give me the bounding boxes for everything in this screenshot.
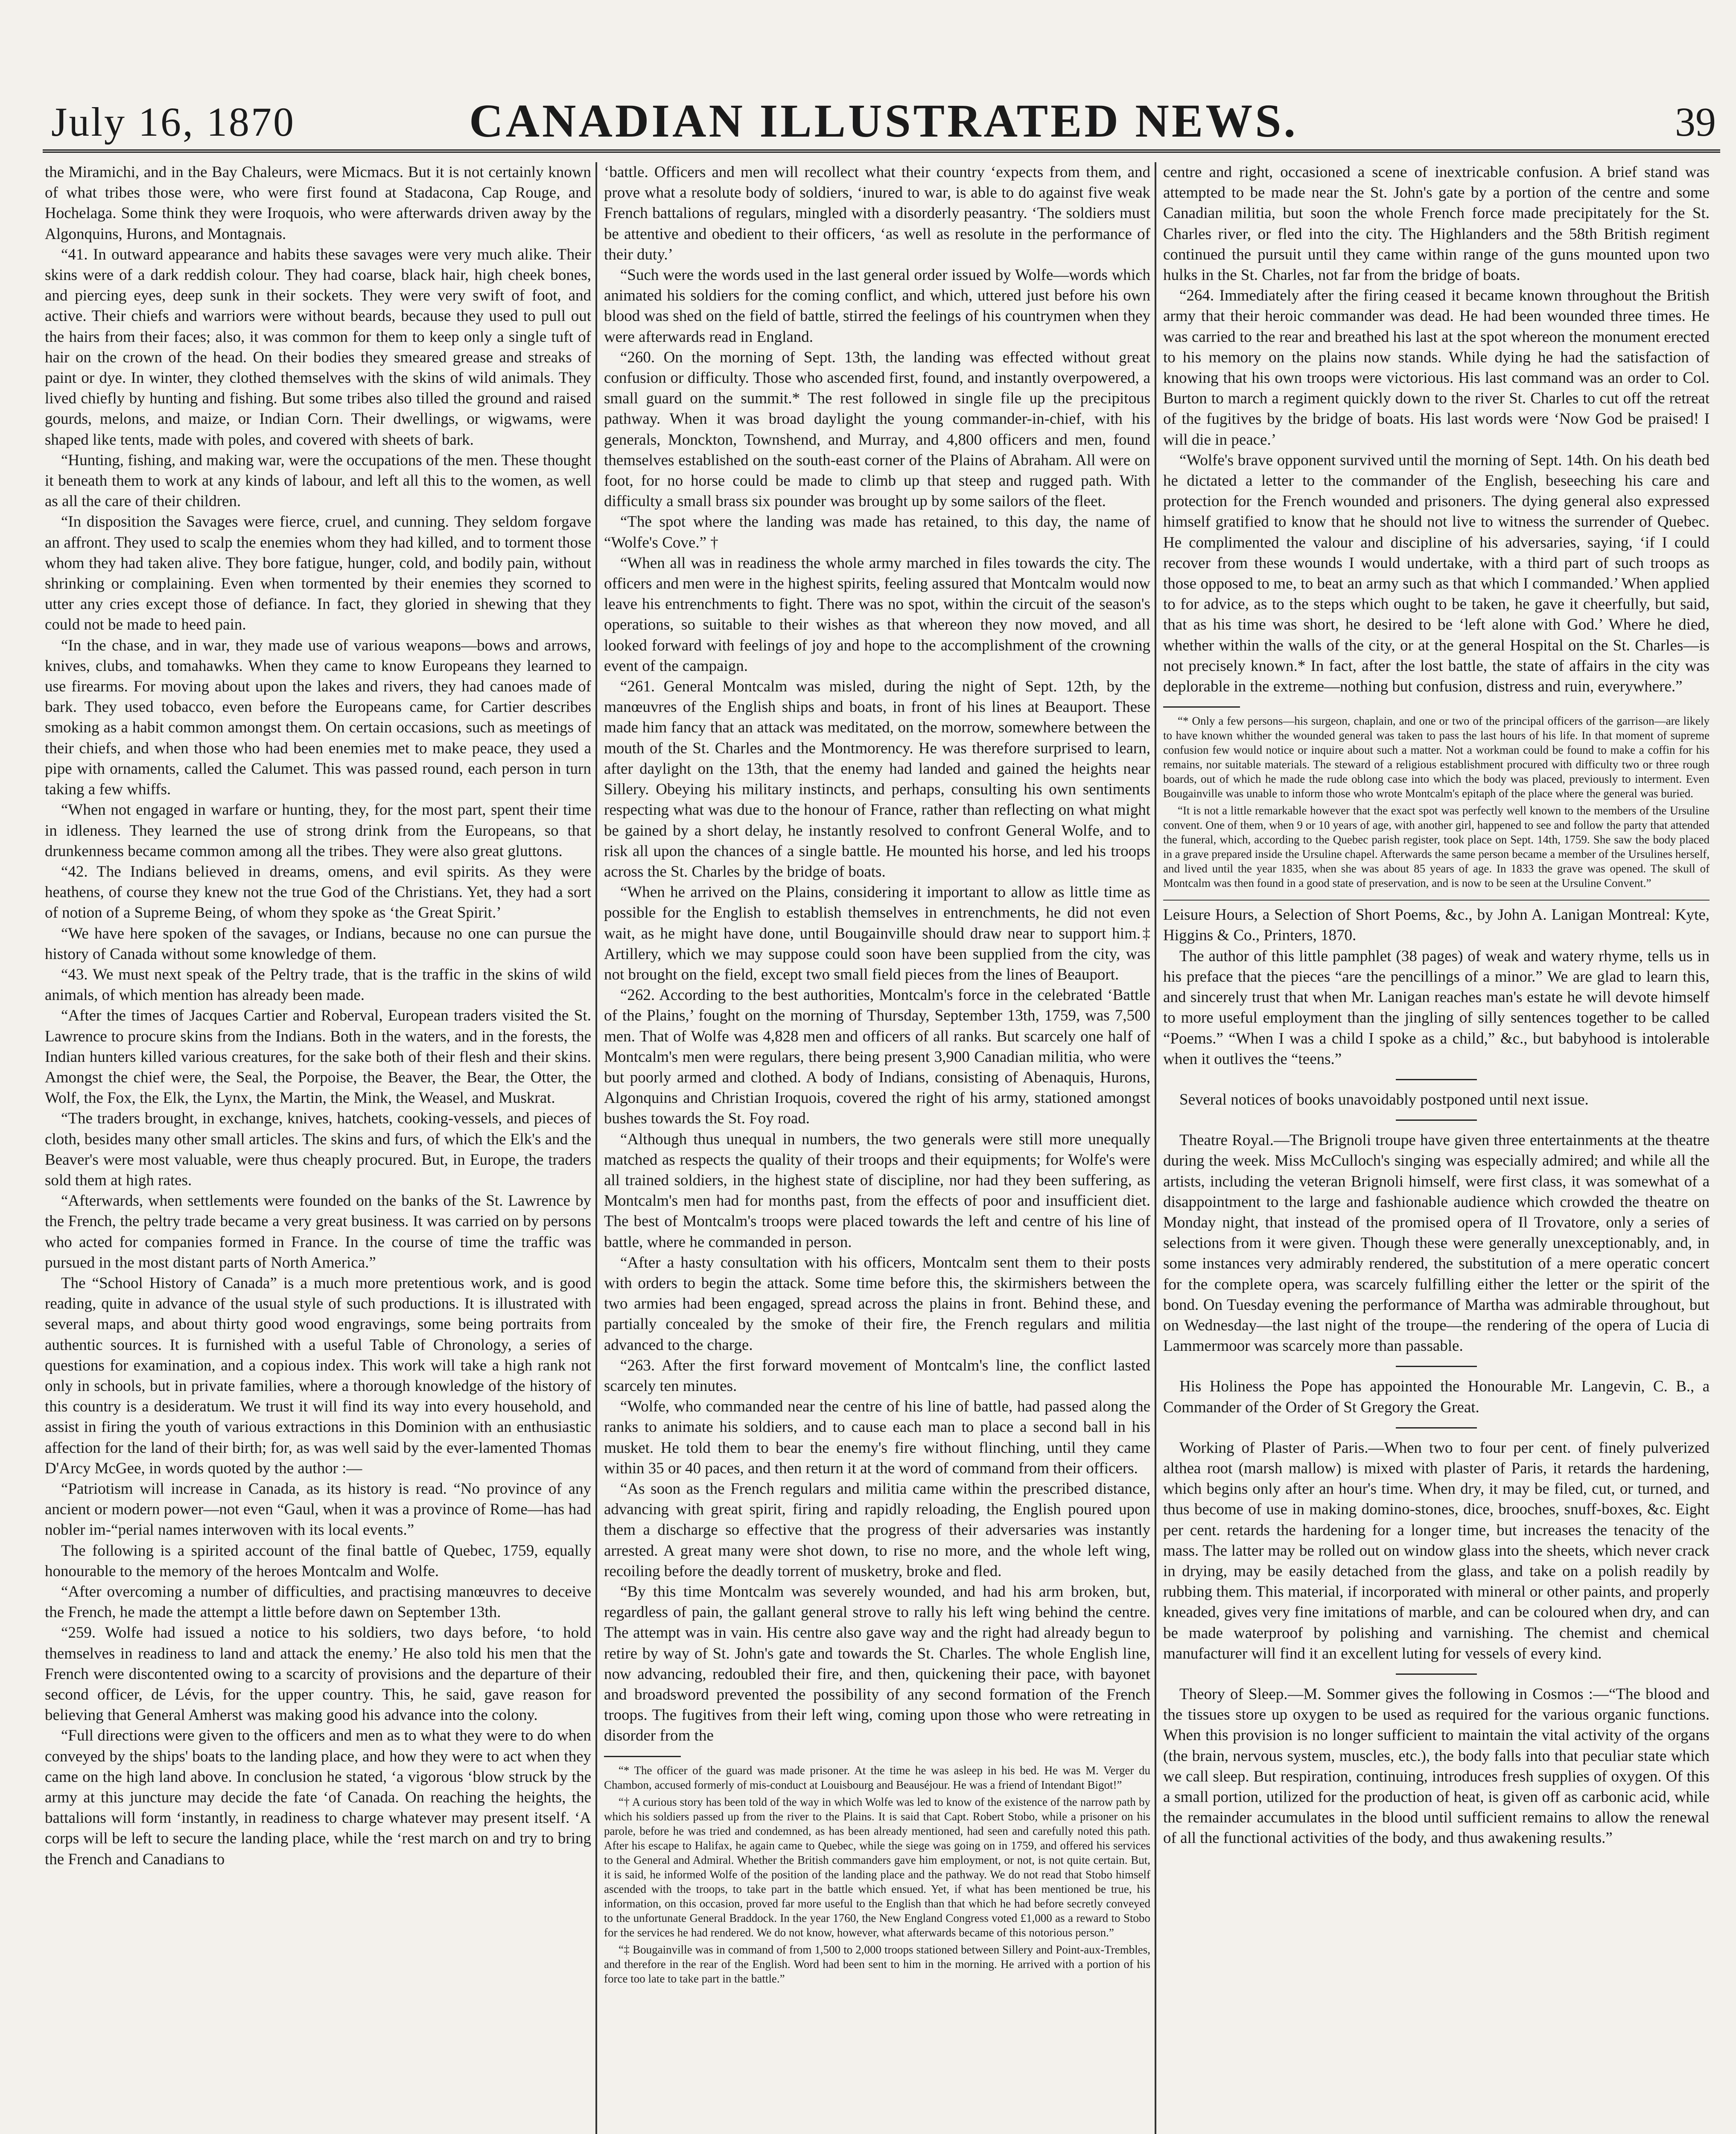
paragraph: “We have here spoken of the savages, or Indians, because no one can pursue the history of Canada without some knowledge of them. [45, 924, 591, 963]
paragraph: “Full directions were given to the officers and men as to what they were to do when conveyed by the ships' boats to the landing place, and how they were to act when they came on the high land above. In conclusion he stated, ‘a vigorous ‘blow struck by the army at this juncture may decide the fate ‘of Canada. On reaching the heights, the battalions will form ‘instantly, in readiness to charge whatever may present itself. ‘A corps will be left to secure the landing place, while the ‘rest march on and try to bring the French and Canadians to [45, 1727, 591, 1868]
paragraph: “After a hasty consultation with his officers, Montcalm sent them to their posts with orders to begin the attack. Some time before this, the skirmishers between the two armies had been engaged, spread across the plains in front. Behind these, and partially concealed by the smoke of their fire, the French regulars and militia advanced to the charge. [604, 1254, 1150, 1354]
footnote: “* Only a few persons—his surgeon, chaplain, and one or two of the principal officers of the garrison—are likely to have known whither the wounded general was taken to pass the last hours of his life. In that moment of supreme confusion few would notice or inquire about such a matter. Not a workman could be found to make a coffin for his remains, nor suitable materials. The steward of a religious establishment procured with difficulty two or three rough boards, out of which he made the rude oblong case into which the body was placed, previously to interment. Even Bougainville was unable to inform those who wrote Montcalm's epitaph of the place where the general was buried. [1163, 714, 1710, 800]
column-2 [604, 162, 1150, 2134]
section-rule [1163, 900, 1710, 901]
paragraph: “The traders brought, in exchange, knives, hatchets, cooking-vessels, and pieces of cloth, besides many other small articles. The skins and furs, of which the Elk's and the Beaver's were most valuable, were thus cheaply procured. But, in Europe, the traders sold them at high rates. [45, 1110, 591, 1189]
column-3 [1163, 162, 1710, 2134]
section-separator [1396, 1673, 1477, 1675]
paragraph: the Miramichi, and in the Bay Chaleurs, were Micmacs. But it is not certainly known of what tribes those were, who were first found at Stadacona, Cap Rouge, and Hochelaga. Some think they were Iroquois, who were afterwards driven away by the Algonquins, Hurons, and Montagnais. [45, 163, 591, 243]
column-3-footnotes [1163, 714, 1710, 890]
paragraph: “Hunting, fishing, and making war, were the occupations of the men. These thought it beneath them to work at any kinds of labour, and left all this to the women, as well as all the care of their children. [45, 451, 591, 510]
column-2-footnotes [604, 1763, 1150, 1986]
paragraph: “The spot where the landing was made has retained, to this day, the name of “Wolfe's Cove.” † [604, 513, 1150, 551]
paragraph: “When all was in readiness the whole army marched in files towards the city. The officers and men were in the highest spirits, feeling assured that Montcalm would now leave his entrenchments to fight. There was no spot, within the circuit of the season's operations, so suitable to their wishes as that whereon they now moved, and all looked forward with feelings of joy and hope to the accomplishment of the crowning event of the campaign. [604, 554, 1150, 675]
notice-paragraph: Theory of Sleep.—M. Sommer gives the following in Cosmos :—“The blood and the tissues store up oxygen to be used as required for the various organic functions. When this provision is no longer sufficient to maintain the vital activity of the organs (the brain, nervous system, muscles, etc.), the body falls into that peculiar state which we call sleep. But respiration, continuing, introduces fresh supplies of oxygen. Of this a small portion, utilized for the production of heat, is given off as carbonic acid, while the remainder accumulates in the blood until sufficient remains to allow the renewal of all the functional activities of the body, and thus awakening results.” [1163, 1685, 1710, 1847]
masthead-title: CANADIAN ILLUSTRATED NEWS. [469, 95, 1298, 147]
paragraph: “Afterwards, when settlements were founded on the banks of the St. Lawrence by the French, the peltry trade became a very great business. It was carried on by persons who acted for companies formed in France. In the course of time the traffic was pursued in the most distant parts of North America.” [45, 1192, 591, 1271]
paragraph: “In the chase, and in war, they made use of various weapons—bows and arrows, knives, clubs, and tomahawks. When they came to know Europeans they learned to use firearms. For moving about upon the lakes and rivers, they had canoes made of bark. They used tobacco, even before the Europeans came, for Cartier describes smoking as a habit common amongst them. On certain occasions, such as meetings of their chiefs, and when those who had been enemies met to make peace, they used a pipe with ornaments, called the Calumet. This was passed round, each person in turn taking a few whiffs. [45, 636, 591, 799]
notice-paragraph: Leisure Hours, a Selection of Short Poems, &c., by John A. Lanigan Montreal: Kyte, Higgins & Co., Printers, 1870. [1163, 906, 1710, 945]
paragraph: “43. We must next speak of the Peltry trade, that is the traffic in the skins of wild animals, of which mention has already been made. [45, 965, 591, 1004]
column-2-body [604, 162, 1150, 1746]
column-3-body [1163, 162, 1710, 697]
notice-paragraph: Theatre Royal.—The Brignoli troupe have given three entertainments at the theatre during the week. Miss McCulloch's singing was especially admired; and while all the artists, including the veteran Brignoli himself, were first class, it was somewhat of a disappointment to the large and fashionable audience which crowded the theatre on Monday night, that instead of the promised opera of Il Trovatore, only a series of selections from it were given. Though these were generally unexceptionably, and, in some instances very admirably rendered, the substitution of a mere operatic concert for the complete opera, was scarcely fulfilling either the letter or the spirit of the bond. On Tuesday evening the performance of Martha was admirable throughout, but on Wednesday—the last night of the troupe—the rendering of the opera of Lucia di Lammermoor was scarcely more than passable. [1163, 1131, 1710, 1355]
page-header [51, 85, 1716, 158]
paragraph: “After the times of Jacques Cartier and Roberval, European traders visited the St. Lawrence to procure skins from the Indians. Both in the waters, and in the forests, the Indian hunters killed various creatures, for the sake both of their flesh and their skins. Amongst the chief were, the Seal, the Porpoise, the Beaver, the Bear, the Otter, the Wolf, the Fox, the Elk, the Lynx, the Martin, the Mink, the Weasel, and Muskrat. [45, 1007, 591, 1107]
header-rule [43, 149, 1720, 153]
paragraph: The following is a spirited account of the final battle of Quebec, 1759, equally honourable to the memory of the heroes Montcalm and Wolfe. [45, 1542, 591, 1580]
footnote: “* The officer of the guard was made prisoner. At the time he was asleep in his bed. He was M. Verger du Chambon, accused formerly of mis-conduct at Louisbourg and Beauséjour. He was a friend of Intendant Bigot!” [604, 1764, 1150, 1791]
paragraph: “42. The Indians believed in dreams, omens, and evil spirits. As they were heathens, of course they knew not the true God of the Christians. Yet, they had a sort of notion of a Supreme Being, of whom they spoke as ‘the Great Spirit.’ [45, 863, 591, 922]
paragraph: “Such were the words used in the last general order issued by Wolfe—words which animated his soldiers for the coming conflict, and which, uttered just before his own blood was shed on the field of battle, stirred the feelings of his countrymen when they were afterwards read in England. [604, 266, 1150, 346]
notice-paragraph: Several notices of books unavoidably postponed until next issue. [1179, 1090, 1589, 1108]
issue-date: July 16, 1870 [51, 99, 296, 145]
paragraph: “263. After the first forward movement of Montcalm's line, the conflict lasted scarcely ten minutes. [604, 1356, 1150, 1395]
footnote: “It is not a little remarkable however that the exact spot was perfectly well known to the members of the Ursuline convent. One of them, when 9 or 10 years of age, with another girl, happened to see and follow the party that attended the funeral, which, according to the Quebec parish register, took place on Sept. 14th, 1759. She saw the body placed in a grave prepared inside the Ursuline chapel. Afterwards the same person became a member of the Ursulines herself, and lived until the year 1835, when she was about 85 years of age. In 1833 the grave was opened. The skull of Montcalm was then found in a good state of preservation, and is now to be seen at the Ursuline Convent.” [1163, 804, 1710, 890]
paragraph: The “School History of Canada” is a much more pretentious work, and is good reading, quite in advance of the usual style of such productions. It is illustrated with several maps, and about thirty good wood engravings, some being portraits from authentic sources. It is furnished with a useful Table of Chronology, a series of questions for examination, and a copious index. This work will take a high rank not only in schools, but in private families, where a thorough knowledge of the history of this country is a desideratum. We trust it will find its way into every household, and assist in firing the youth of various extractions in this Dominion with an enthusiastic affection for the land of their birth; for, as was well said by the ever-lamented Thomas D'Arcy McGee, in words quoted by the author :— [45, 1274, 591, 1477]
footnote-rule [1163, 706, 1240, 708]
paragraph: “Wolfe's brave opponent survived until the morning of Sept. 14th. On his death bed he dictated a letter to the commander of the English, beseeching his care and protection for the French wounded and prisoners. The dying general also expressed himself gratified to know that he should not live to witness the surrender of Quebec. He complimented the valour and discipline of his adversaries, saying, ‘if I could recover from these wounds I would undertake, with a third part of such troops as those opposed to me, to beat an army such as that which I commanded.’ When applied to for advice, as to the steps which ought to be taken, he gave it cheerfully, but said, that as his time was short, he desired to be ‘left alone with God.’ Where he died, whether within the walls of the city, or at the general Hospital on the St. Charles—is not precisely known.* In fact, after the lost battle, the state of affairs in the city was deplorable in the extreme—nothing but confusion, distress and ruin, everywhere.” [1163, 451, 1710, 696]
section-separator [1396, 1119, 1477, 1121]
column-3-notices [1163, 905, 1710, 1848]
section-separator [1396, 1079, 1477, 1080]
column-divider [595, 162, 597, 2134]
paragraph: ‘battle. Officers and men will recollect what their country ‘expects from them, and prove what a resolute body of soldiers, ‘inured to war, is able to do against five weak French battalions of regulars, mingled with a disorderly peasantry. ‘The soldiers must be attentive and obedient to their officers, ‘as well as resolute in the performance of their duty.’ [604, 163, 1150, 263]
footnote: “‡ Bougainville was in command of from 1,500 to 2,000 troops stationed between Sillery and Point-aux-Trembles, and therefore in the rear of the English. Word had been sent to him in the morning. He arrived with a portion of his force too late to take part in the battle.” [604, 1943, 1150, 1985]
paragraph: “Wolfe, who commanded near the centre of his line of battle, had passed along the ranks to animate his soldiers, and to cause each man to place a second ball in his musket. He told them to bear the enemy's fire without flinching, until they came within 35 or 40 paces, and then return it at the word of command from their officers. [604, 1398, 1150, 1477]
page-number: 39 [1675, 99, 1716, 145]
paragraph: “By this time Montcalm was severely wounded, and had his arm broken, but, regardless of pain, the gallant general strove to rally his left wing behind the centre. The attempt was in vain. His centre also gave way and the right had already begun to retire by way of St. John's gate and towards the St. Charles. The whole English line, now advancing, redoubled their fire, and then, quickening their pace, with bayonet and broadsword prevented the possibility of any second formation of the French troops. The fugitives from their left wing, coming upon those who were retreating in disorder from the [604, 1583, 1150, 1745]
column-divider [1155, 162, 1156, 2134]
notice-paragraph: His Holiness the Pope has appointed the Honourable Mr. Langevin, C. B., a Commander of the Order of St Gregory the Great. [1163, 1378, 1710, 1416]
paragraph: “264. Immediately after the firing ceased it became known throughout the British army that their heroic commander was dead. He had been wounded three times. He was carried to the rear and breathed his last at the spot whereon the monument erected to his memory on the plains now stands. While dying he had the satisfaction of knowing that his own troops were victorious. His last command was an order to Col. Burton to march a regiment quickly down to the river St. Charles to cut off the retreat of the fugitives by the bridge of boats. His last words were ‘Now God be praised! I will die in peace.’ [1163, 287, 1710, 449]
paragraph: centre and right, occasioned a scene of inextricable confusion. A brief stand was attempted to be made near the St. John's gate by a portion of the centre and some Canadian militia, but soon the whole French force made precipitately for the St. Charles river, or fled into the city. The Highlanders and the 58th British regiment continued the pursuit until they came within range of the guns mounted upon two hulks in the St. Charles, not far from the bridge of boats. [1163, 163, 1710, 284]
paragraph: “After overcoming a number of difficulties, and practising manœuvres to deceive the French, he made the attempt a little before dawn on September 13th. [45, 1583, 591, 1621]
paragraph: “Although thus unequal in numbers, the two generals were still more unequally matched as respects the quality of their troops and their equipments; for Wolfe's were all trained soldiers, in the highest state of discipline, nor had they been suffering, as Montcalm's men had for months past, from the effects of poor and insufficient diet. The best of Montcalm's troops were placed towards the left and centre of his line of battle, where he commanded in person. [604, 1130, 1150, 1251]
paragraph: “When he arrived on the Plains, considering it important to allow as little time as possible for the English to establish themselves in entrenchments, he did not even wait, as he might have done, until Bougainville should draw near to support him.‡ Artillery, which we may suppose could soon have been supplied from the city, was not brought on the field, except two small field pieces from the lines of Beauport. [604, 883, 1150, 983]
section-separator [1396, 1427, 1477, 1428]
footnote-rule [604, 1756, 681, 1757]
paragraph: “259. Wolfe had issued a notice to his soldiers, two days before, ‘to hold themselves in readiness to land and attack the enemy.’ He also told his men that the French were discontented owing to a scarcity of provisions and the departure of their second officer, de Lévis, for the upper country. This, he said, gave reason for believing that General Amherst was making good his advance into the colony. [45, 1624, 591, 1724]
paragraph: “41. In outward appearance and habits these savages were very much alike. Their skins were of a dark reddish colour. They had coarse, black hair, high cheek bones, and piercing eyes, deep sunk in their sockets. They were very swift of foot, and active. Their chiefs and warriors were without beards, because they used to pull out the hairs from their faces; also, it was common for them to keep only a single tuft of hair on the crown of the head. On their bodies they smeared grease and streaks of paint or dye. In winter, they clothed themselves with the skins of wild animals. They lived chiefly by hunting and fishing. But some tribes also tilled the ground and raised gourds, melons, and maize, or Indian Corn. Their dwellings, or wigwams, were shaped like tents, made with poles, and covered with sheets of bark. [45, 245, 591, 449]
column-1 [45, 162, 591, 2134]
paragraph: “260. On the morning of Sept. 13th, the landing was effected without great confusion or difficulty. Those who ascended first, found, and instantly overpowered, a small guard on the summit.* The rest followed in single file up the precipitous pathway. When it was broad daylight the young commander-in-chief, with his generals, Monckton, Townshend, and Murray, and 4,800 officers and men, found themselves established on the south-east corner of the Plains of Abraham. All were on foot, for no horse could be made to climb up that steep and rugged path. With difficulty a small brass six pounder was brought up by some sailors of the fleet. [604, 348, 1150, 510]
notice-paragraph: Working of Plaster of Paris.—When two to four per cent. of finely pulverized althea root (marsh mallow) is mixed with plaster of Paris, it retards the hardening, which begins only after an hour's time. When dry, it may be filed, cut, or turned, and thus become of use in making domino-stones, dice, brooches, snuff-boxes, &c. Eight per cent. retards the hardening for a longer time, but increases the tenacity of the mass. The latter may be rolled out on window glass into the sheets, which never crack in drying, may be easily detached from the glass, and take on a polish readily by rubbing them. This material, if incorporated with mineral or other paints, and properly kneaded, gives very fine imitations of marble, and can be coloured when dry, and can be made waterproof by polishing and varnishing. The chemist and chemical manufacturer will find it an excellent luting for vessels of every kind. [1163, 1439, 1710, 1662]
notice-paragraph: The author of this little pamphlet (38 pages) of weak and watery rhyme, tells us in his preface that the pieces “are the pencillings of a minor.” We are glad to learn this, and sincerely trust that when Mr. Lanigan reaches man's estate he will devote himself to more useful employment than the jingling of silly sentences together to be called “Poems.” “When I was a child I spoke as a child,” &c., but babyhood is intolerable when it outlives the “teens.” [1163, 947, 1710, 1068]
section-separator [1396, 1366, 1477, 1367]
paragraph: “In disposition the Savages were fierce, cruel, and cunning. They seldom forgave an affront. They used to scalp the enemies whom they had killed, and to torment those whom they had taken alive. They bore fatigue, hunger, cold, and bodily pain, without shrinking or complaining. Even when tormented by their enemies they scorned to utter any cries except those of defiance. In fact, they gloried in shewing that they could not be made to heed pain. [45, 513, 591, 634]
paragraph: “As soon as the French regulars and militia came within the prescribed distance, advancing with great spirit, firing and rapidly reloading, the English poured upon them a discharge so effective that the progress of their adversaries was instantly arrested. A great many were shot down, to rise no more, and the whole left wing, recoiling before the deadly torrent of musketry, broke and fled. [604, 1480, 1150, 1580]
footnote: “† A curious story has been told of the way in which Wolfe was led to know of the existence of the narrow path by which his soldiers passed up from the river to the Plains. It is said that Capt. Robert Stobo, while a prisoner on his parole, before he was tried and condemned, as has been already mentioned, had seen and carefully noted this path. After his escape to Halifax, he again came to Quebec, while the siege was going on in 1759, and offered his services to the General and Admiral. Whether the British commanders gave him employment, or not, is not quite certain. But, it is said, he informed Wolfe of the position of the landing place and the pathway. We do not read that Stobo himself ascended with the troops, to take part in the battle which ensued. Yet, if what has been mentioned be true, his information, on this occasion, proved far more useful to the English than that which he had before secretly conveyed to the unfortunate General Braddock. In the year 1760, the New England Congress voted £1,000 as a reward to Stobo for the services he had rendered. We do not know, however, what afterwards became of this notorious person.” [604, 1795, 1150, 1939]
paragraph: “Patriotism will increase in Canada, as its history is read. “No province of any ancient or modern power—not even “Gaul, when it was a province of Rome—has had nobler im-“perial names interwoven with its local events.” [45, 1480, 591, 1539]
paragraph: “When not engaged in warfare or hunting, they, for the most part, spent their time in idleness. They learned the use of strong drink from the Europeans, so that drunkenness became common among all the tribes. They were also great gluttons. [45, 801, 591, 860]
paragraph: “262. According to the best authorities, Montcalm's force in the celebrated ‘Battle of the Plains,’ fought on the morning of Thursday, September 13th, 1759, was 7,500 men. That of Wolfe was 4,828 men and officers of all ranks. But scarcely one half of Montcalm's men were regulars, there being present 3,900 Canadian militia, who were but poorly armed and clothed. A body of Indians, consisting of Abenaquis, Hurons, Algonquins and Christian Iroquois, covered the right of his army, stationed amongst bushes towards the St. Foy road. [604, 986, 1150, 1128]
paragraph: “261. General Montcalm was misled, during the night of Sept. 12th, by the manœuvres of the English ships and boats, in front of his lines at Beauport. These made him fancy that an attack was meditated, on the morrow, somewhere between the mouth of the St. Charles and the Montmorency. He was therefore surprised to learn, after daylight on the 13th, that the enemy had landed and gained the heights near Sillery. Obeying his military instincts, and perhaps, consulting his own sentiments respecting what was due to the honour of France, rather than reflecting on what might be gained by a short delay, he instantly resolved to confront General Wolfe, and to risk all upon the chances of a single battle. He mounted his horse, and led his troops across the St. Charles by the bridge of boats. [604, 678, 1150, 880]
